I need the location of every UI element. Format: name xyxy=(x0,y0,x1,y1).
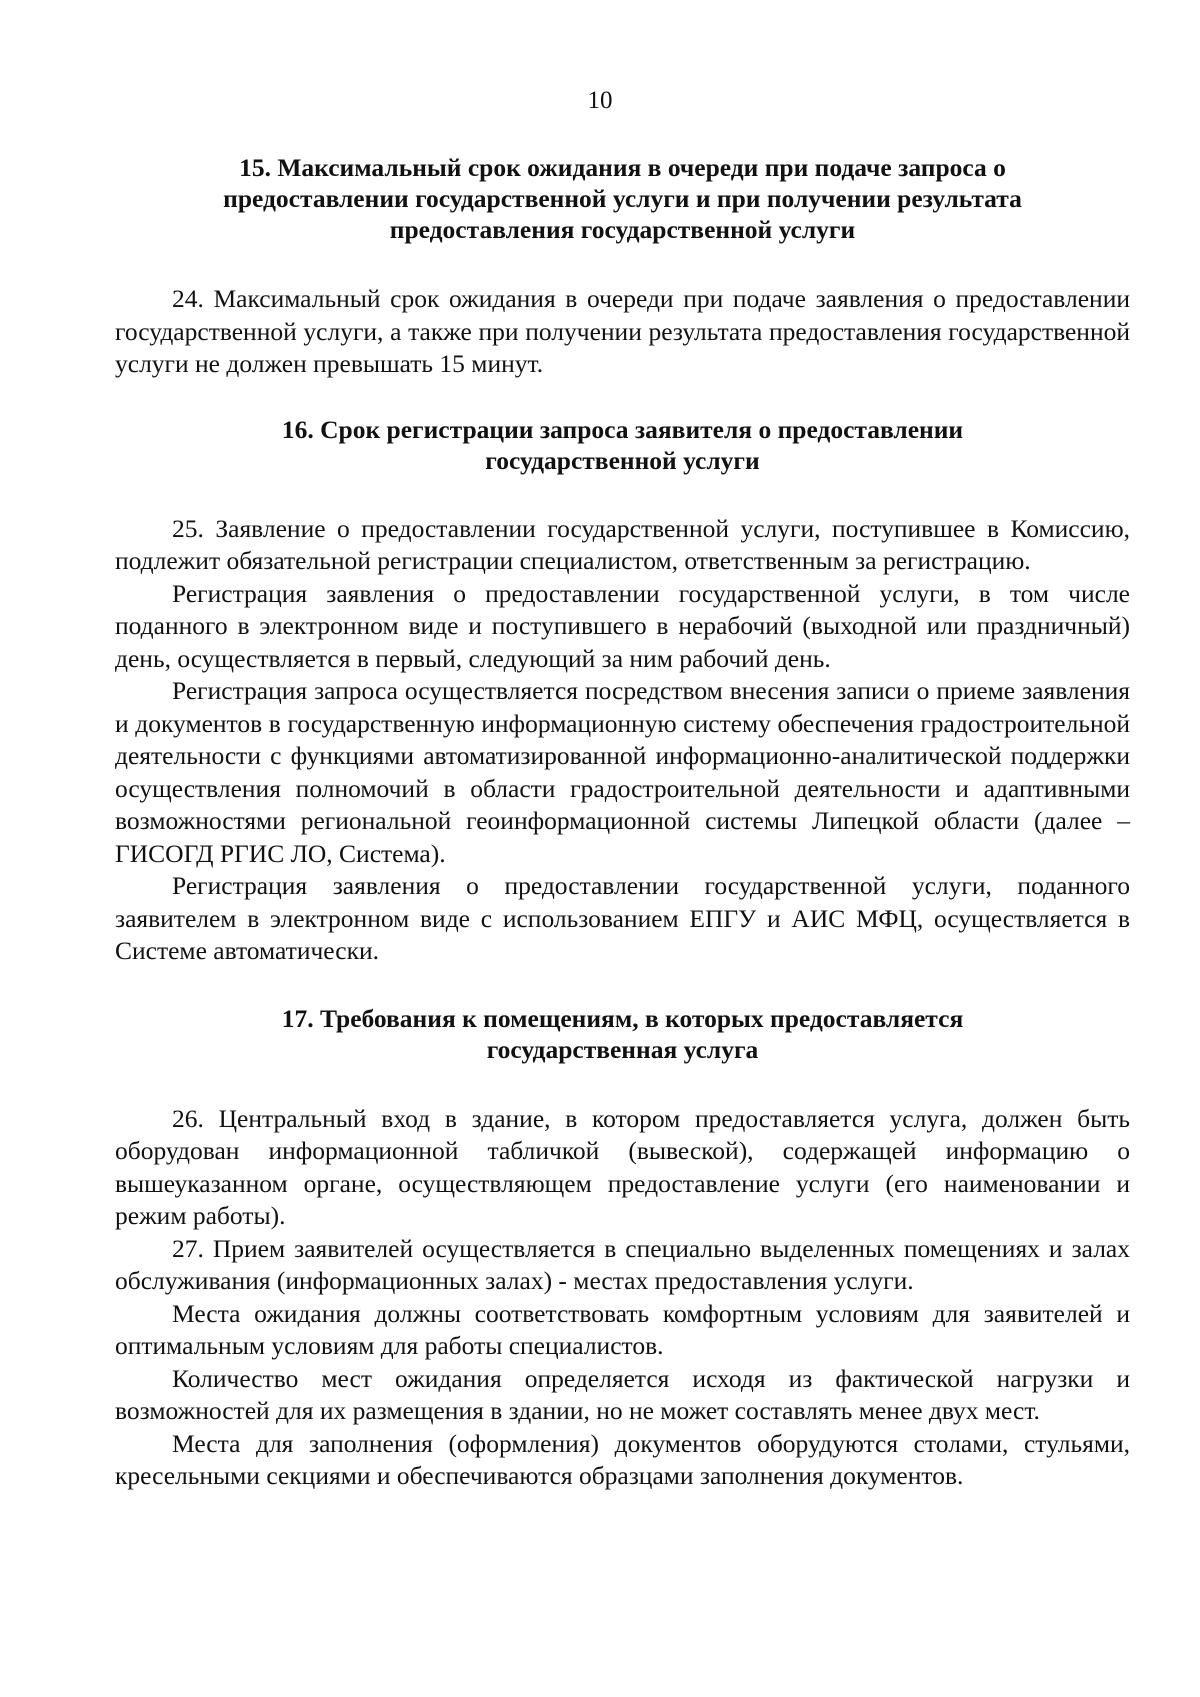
heading-line: 15. Максимальный срок ожидания в очереди при подаче запроса о xyxy=(239,153,1006,182)
paragraph: Регистрация заявления о предоставлении государственной услуги, поданного заявителем в электронном виде с использованием ЕПГУ и АИС МФЦ, осуществляется в Системе автоматически. xyxy=(115,871,1130,965)
heading-line: государственная услуга xyxy=(486,1034,759,1064)
section-15 xyxy=(115,152,1130,381)
document-body xyxy=(115,152,1130,1493)
paragraph: 25. Заявление о предоставлении государственной услуги, поступившее в Комиссию, подлежит обязательной регистрации специалистом, ответственным за регистрацию. xyxy=(115,513,1130,575)
paragraph: Регистрация заявления о предоставлении государственной услуги, в том числе поданного в электронном виде и поступившего в нерабочий (выходной или праздничный) день, осуществляется в первый, следующий за ним рабочий день. xyxy=(115,578,1130,673)
paragraph: Места ожидания должны соответствовать комфортным условиям для заявителей и оптимальным условиям для работы специалистов. xyxy=(115,1298,1130,1360)
heading-line: предоставлении государственной услуги и при получении результата xyxy=(223,184,1022,213)
paragraph: Места для заполнения (оформления) документов оборудуются столами, стульями, кресельными секциями и обеспечиваются образцами заполнения документов. xyxy=(115,1428,1130,1490)
paragraph: Количество мест ожидания определяется исходя из фактической нагрузки и возможностей для их размещения в здании, но не может составлять менее двух мест. xyxy=(115,1363,1130,1425)
heading-line: предоставления государственной услуги xyxy=(389,215,856,244)
paragraph: Регистрация запроса осуществляется посредством внесения записи о приеме заявления и документов в государственную информационную систему обеспечения градостроительной деятельности с функциями автоматизированной информационно-аналитической поддержки осуществления полномочий в области градостроительной деятельности и адаптивными возможностями региональной геоинформационной системы Липецкой области (далее – ГИСОГД РГИС ЛО, Система). xyxy=(115,676,1130,868)
section-heading xyxy=(115,152,1130,245)
paragraph: 26. Центральный вход в здание, в котором предоставляется услуга, должен быть оборудован информационной табличкой (вывеской), содержащей информацию о вышеуказанном органе, осуществляющем предоставление услуги (его наименовании и режим работы). xyxy=(115,1103,1130,1230)
section-heading xyxy=(115,1003,1130,1065)
page-number: 10 xyxy=(587,87,613,114)
paragraph: 27. Прием заявителей осуществляется в специально выделенных помещениях и залах обслуживания (информационных залах) - местах предоставления услуги. xyxy=(115,1233,1130,1295)
heading-line: 16. Срок регистрации запроса заявителя о предоставлении xyxy=(281,414,964,444)
heading-line: государственной услуги xyxy=(485,445,760,475)
section-heading xyxy=(115,414,1130,476)
paragraph: 24. Максимальный срок ожидания в очереди при подаче заявления о предоставлении государственной услуги, а также при получении результата предоставления государственной услуги не должен превышать 15 минут. xyxy=(115,284,1130,378)
section-16 xyxy=(115,414,1130,968)
heading-line: 17. Требования к помещениям, в которых предоставляется xyxy=(281,1003,964,1033)
section-17 xyxy=(115,1003,1130,1493)
